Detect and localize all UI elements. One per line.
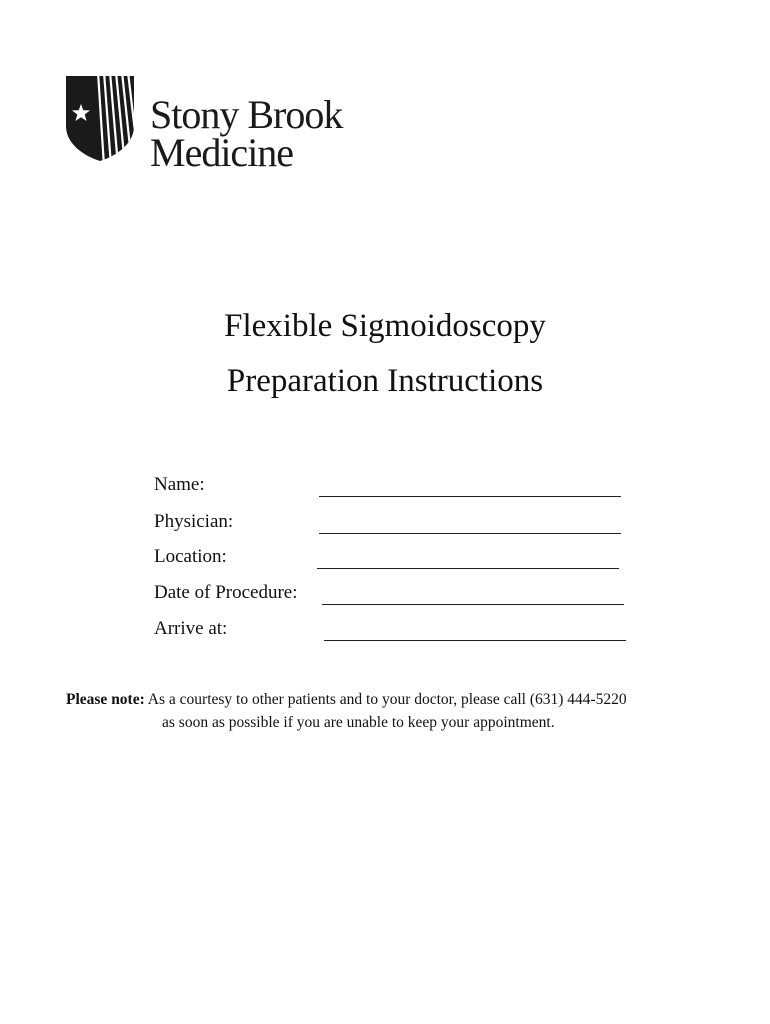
name-blank-line[interactable] <box>319 474 621 497</box>
logo-line-2: Medicine <box>150 130 294 175</box>
name-field <box>154 474 634 500</box>
document-title: Flexible Sigmoidoscopy <box>224 308 546 344</box>
arrive-at-blank-line[interactable] <box>324 618 626 641</box>
courtesy-note <box>66 688 746 734</box>
note-line-2: as soon as possible if you are unable to keep your appointment. <box>162 714 555 731</box>
location-field <box>154 546 634 572</box>
logo-wordmark <box>150 92 343 175</box>
physician-blank-line[interactable] <box>319 511 621 534</box>
location-blank-line[interactable] <box>317 546 619 569</box>
note-line-1: As a courtesy to other patients and to your doctor, please call (631) 444-5220 <box>147 691 627 708</box>
arrive-at-label: Arrive at: <box>154 618 228 639</box>
shield-star-icon <box>64 74 136 162</box>
document-subtitle: Preparation Instructions <box>226 363 544 399</box>
arrive-at-field <box>154 618 634 644</box>
date-of-procedure-label: Date of Procedure: <box>154 582 298 603</box>
date-of-procedure-blank-line[interactable] <box>322 582 624 605</box>
name-label: Name: <box>154 474 205 495</box>
date-of-procedure-field <box>154 582 634 608</box>
stony-brook-medicine-logo <box>64 74 343 175</box>
location-label: Location: <box>154 546 227 567</box>
physician-field <box>154 511 634 537</box>
logo-line-1: Stony Brook <box>150 92 343 137</box>
note-prefix: Please note: <box>66 691 145 708</box>
physician-label: Physician: <box>154 511 234 532</box>
